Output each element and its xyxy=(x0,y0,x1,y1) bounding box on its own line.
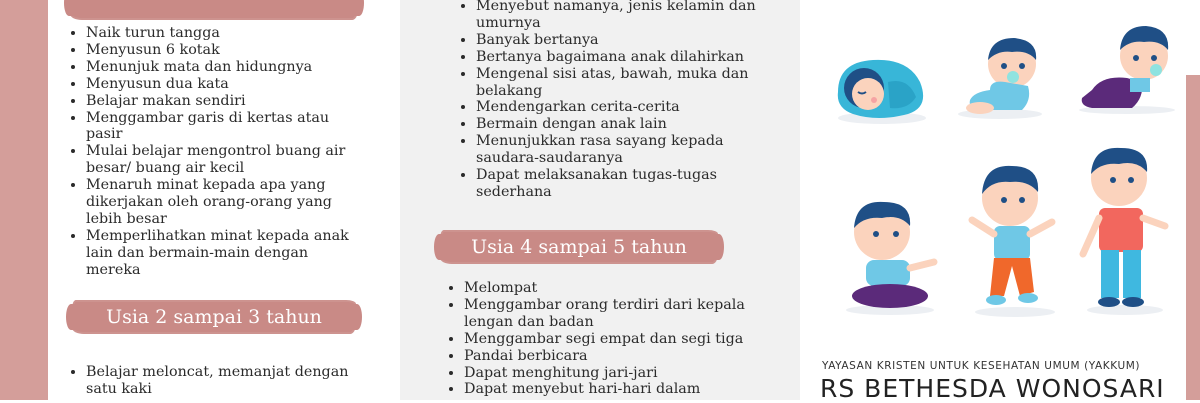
list-item: • Naik turun tangga xyxy=(86,25,366,42)
heading-age-2-3: Usia 2 sampai 3 tahun xyxy=(72,300,356,334)
list-item: • Mengenal sisi atas, bawah, muka dan belakang xyxy=(476,66,776,100)
list-item: • Menggambar orang terdiri dari kepala lengan dan badan xyxy=(464,297,764,331)
list-item: • Menunjukkan rasa sayang kepada saudara-saudaranya xyxy=(476,133,776,167)
organization-name: YAYASAN KRISTEN UNTUK KESEHATAN UMUM (YAKKUM) xyxy=(822,360,1141,372)
list-item: • Menggambar garis di kertas atau pasir xyxy=(86,110,366,144)
standing-child-icon xyxy=(1075,142,1175,317)
list-item: • Memperlihatkan minat kepada anak lain dan bermain-main dengan mereka xyxy=(86,228,366,279)
list-item: • Bertanya bagaimana anak dilahirkan xyxy=(476,49,776,66)
milestone-list-age-4-5 xyxy=(446,280,764,398)
list-item: • Bermain dengan anak lain xyxy=(476,116,776,133)
list-item: • Menggambar segi empat dan segi tiga xyxy=(464,331,764,348)
walking-toddler-icon xyxy=(960,158,1070,318)
right-decorative-stripe xyxy=(1186,75,1200,400)
list-item: • Melompat xyxy=(464,280,764,297)
milestone-list-age-2-3 xyxy=(68,364,376,398)
milestone-list-top-middle xyxy=(458,0,776,201)
milestone-list-top-left xyxy=(68,25,366,279)
list-item: • Dapat menghitung jari-jari xyxy=(464,365,764,382)
list-item: • Belajar meloncat, memanjat dengan satu kaki xyxy=(86,364,376,398)
sitting-toddler-icon xyxy=(838,196,943,316)
list-item: • Pandai berbicara xyxy=(464,348,764,365)
list-item: • Dapat melaksanakan tugas-tugas sederhana xyxy=(476,167,776,201)
hospital-name: RS BETHESDA WONOSARI xyxy=(820,374,1165,403)
list-item: • Belajar makan sendiri xyxy=(86,93,366,110)
list-item: • Menaruh minat kepada apa yang dikerjakan oleh orang-orang yang lebih besar xyxy=(86,177,366,228)
list-item: • Menyusun dua kata xyxy=(86,76,366,93)
sitting-baby-pacifier-icon xyxy=(950,30,1050,120)
list-item: • Menyusun 6 kotak xyxy=(86,42,366,59)
list-item: • Banyak bertanya xyxy=(476,32,776,49)
list-item: • Mendengarkan cerita-cerita xyxy=(476,99,776,116)
list-item: • Menyebut namanya, jenis kelamin dan umurnya xyxy=(476,0,776,32)
list-item: • Dapat menyebut hari-hari dalam xyxy=(464,381,764,398)
crawling-baby-icon xyxy=(1072,20,1182,115)
list-item: • Menunjuk mata dan hidungnya xyxy=(86,59,366,76)
sleeping-baby-icon xyxy=(828,52,933,127)
list-item: • Mulai belajar mengontrol buang air besar/ buang air kecil xyxy=(86,143,366,177)
left-decorative-stripe xyxy=(0,0,48,400)
heading-age-4-5: Usia 4 sampai 5 tahun xyxy=(440,230,718,264)
heading-brush-top xyxy=(70,0,358,20)
